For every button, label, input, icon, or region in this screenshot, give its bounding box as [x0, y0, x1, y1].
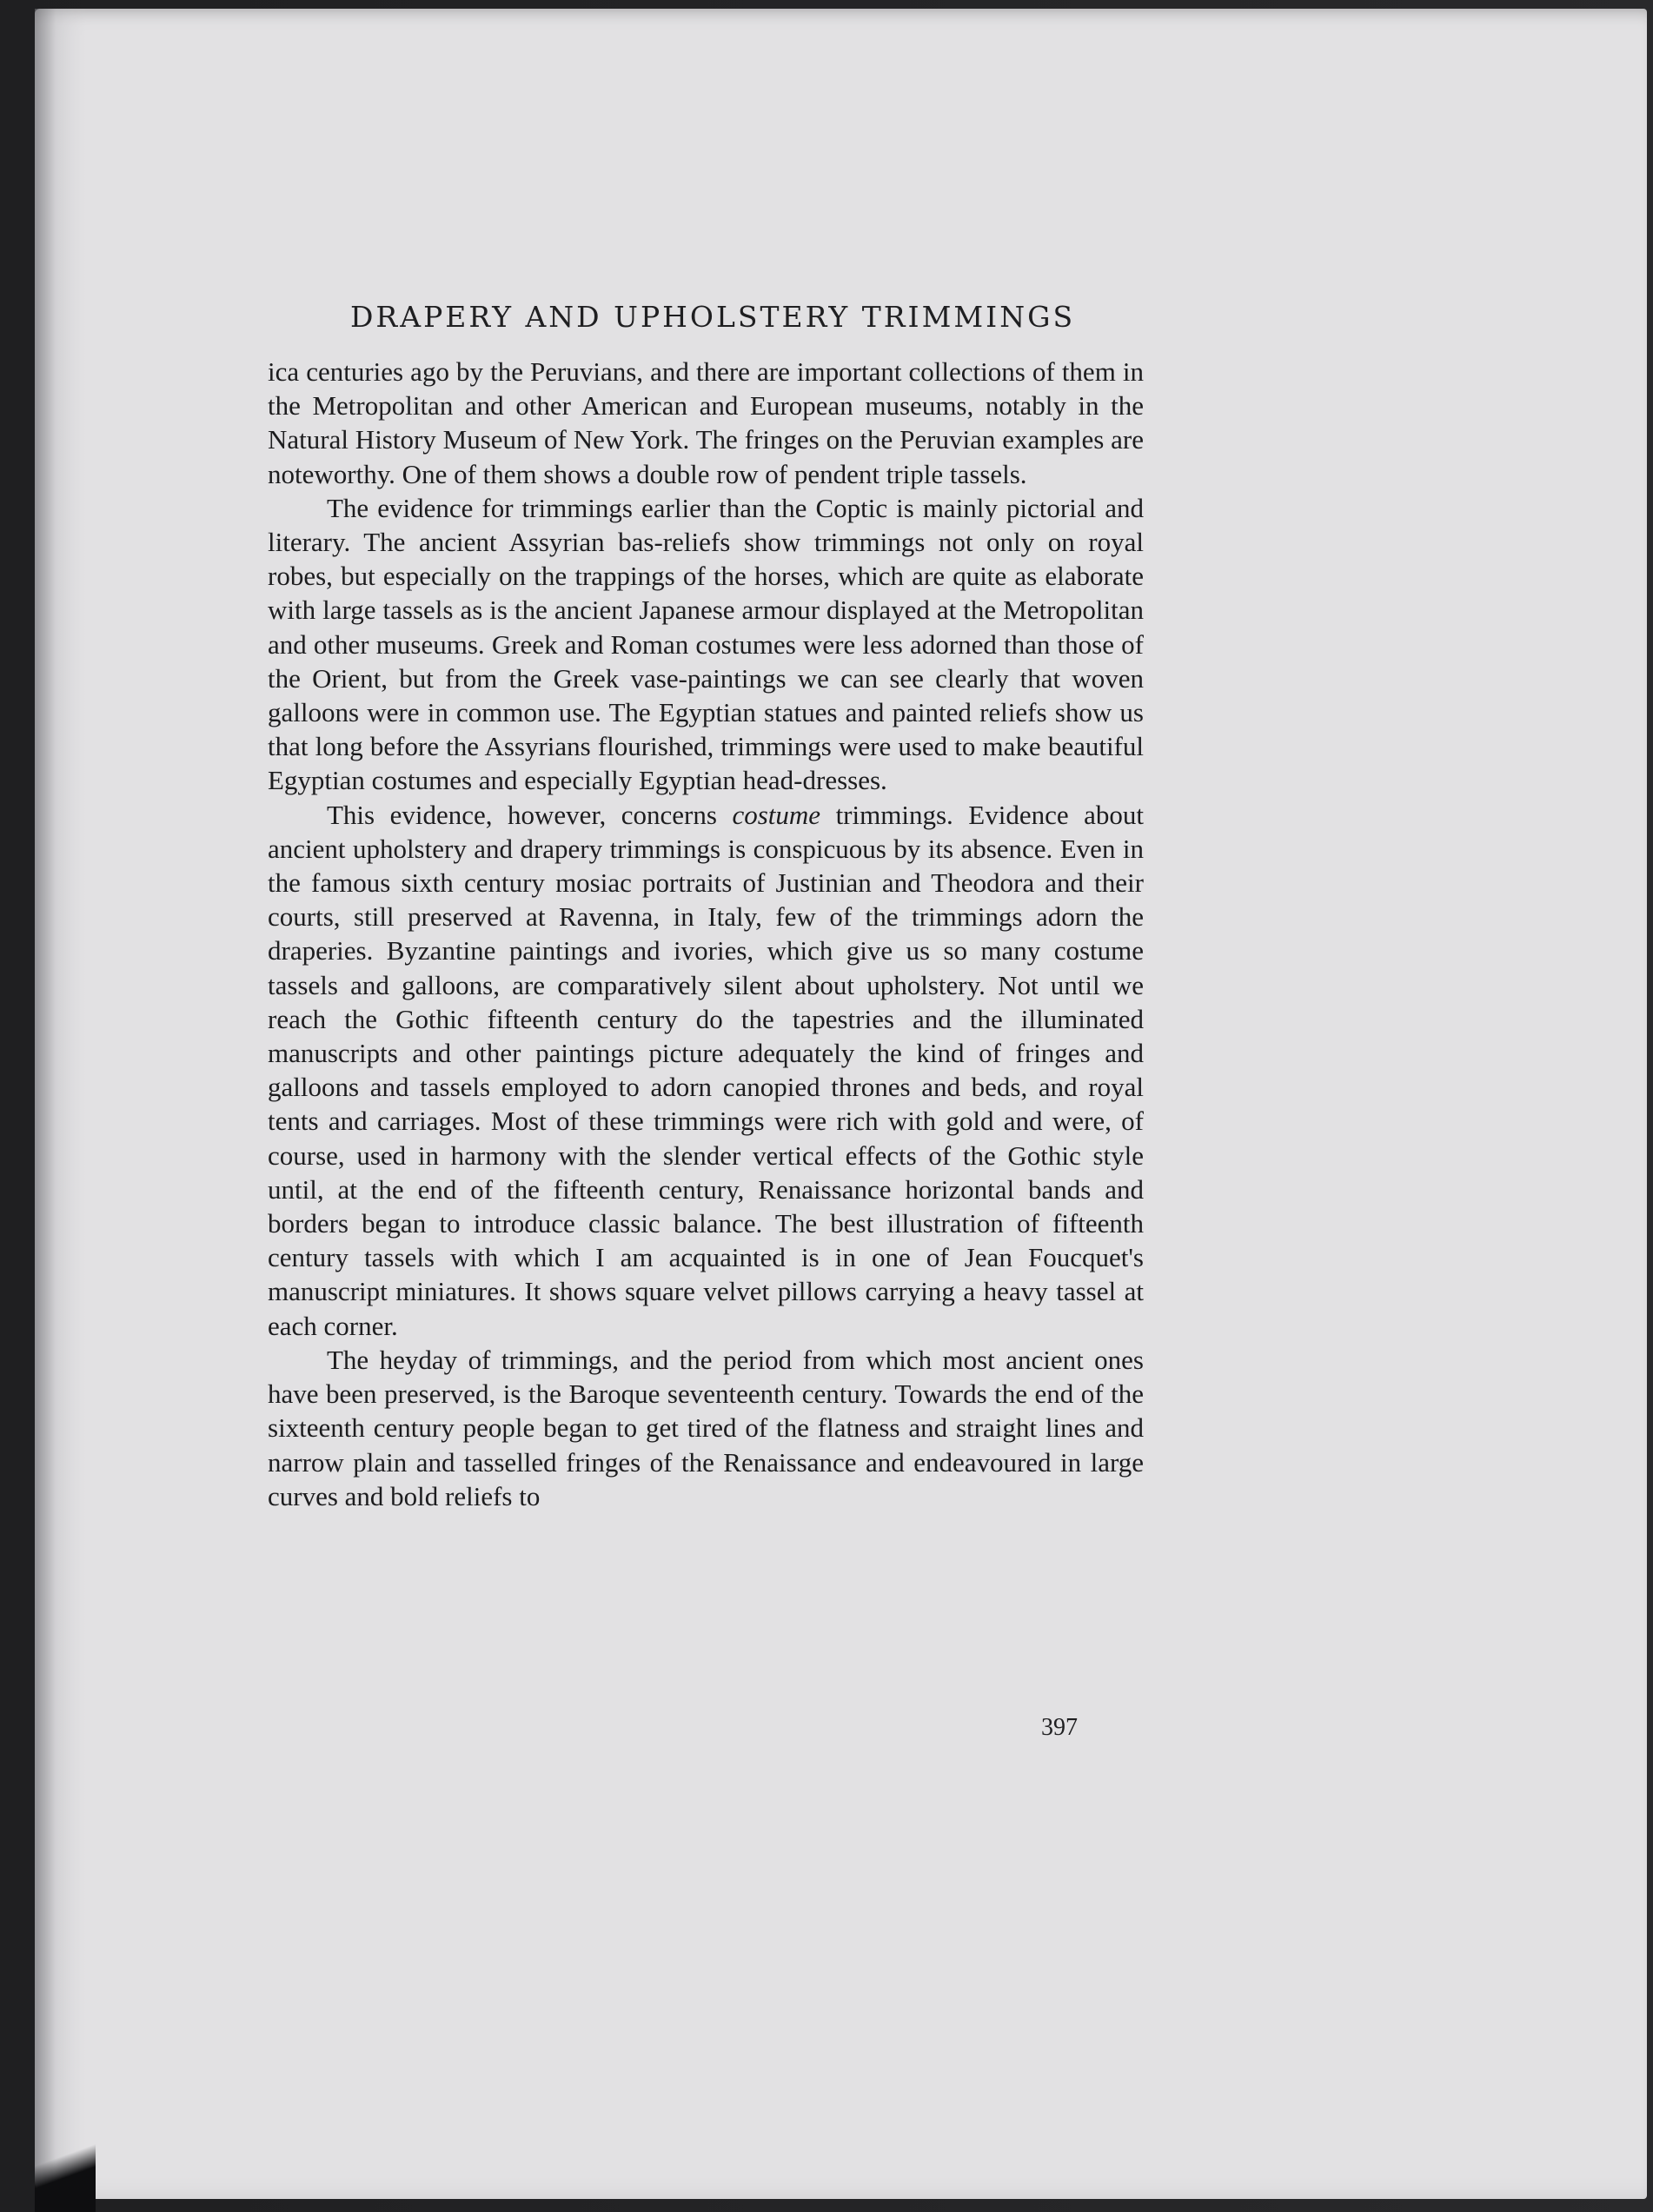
paragraph-4: The heyday of trimmings, and the period from which most ancient ones have been preserved, is the Baroque seventeenth century. Towards the end of the sixteenth century people began to get tired of the flatness and straight lines and narrow plain and tasselled fringes of the Renaissance and endeavoured in large curves and bold reliefs to [268, 1344, 1144, 1511]
page-number: 397 [1041, 1714, 1078, 1741]
paragraph-2: The evidence for trimmings earlier than the Coptic is mainly pictorial and literary. The ancient Assyrian bas-reliefs show trimmings not only on royal robes, but especially on the trappings of the horses, which are quite as elaborate with large tassels as is the ancient Japanese armour displayed at the Metropolitan and other museums. Greek and Roman costumes were less adorned than those of the Orient, but from the Greek vase-paintings we can see clearly that woven galloons were in common use. The Egyptian statues and painted reliefs show us that long before the Assyrians flourished, trimmings were used to make beautiful Egyptian costumes and especially Egyptian head-dresses. [268, 492, 1144, 796]
italic-term-costume: costume [732, 799, 821, 830]
body-text [268, 355, 1144, 1513]
paragraph-1: ica centuries ago by the Peruvians, and there are important collections of them in the Metropolitan and other American and European museums, notably in the Natural History Museum of New York. The fringes on the Peruvian examples are noteworthy. One of them shows a double row of pendent triple tassels. [268, 356, 1144, 489]
paragraph-3-rest: trimmings. Evidence about ancient upholstery and drapery trimmings is conspicuous by its absence. Even in the famous sixth century mosiac portraits of Justinian and Theodora and their courts, still preserved at Ravenna, in Italy, few of the trimmings adorn the draperies. Byzantine paintings and ivories, which give us so many costume tassels and galloons, are comparatively silent about upholstery. Not until we reach the Gothic fifteenth century do the tapestries and the illuminated manuscripts and other paintings picture adequately the kind of fringes and galloons and tassels employed to adorn canopied thrones and beds, and royal tents and carriages. Most of these trimmings were rich with gold and were, of course, used in harmony with the slender vertical effects of the Gothic style until, at the end of the fifteenth century, Renaissance horizontal bands and borders began to introduce classic balance. The best illustration of fifteenth century tassels with which I am acquainted is in one of Jean Foucquet's manuscript miniatures. It shows square velvet pillows carrying a heavy tassel at each corner. [268, 799, 1144, 1341]
running-head: DRAPERY AND UPHOLSTERY TRIMMINGS [349, 300, 1076, 334]
paragraph-3-start: This evidence, however, concerns [327, 799, 733, 830]
paragraph-3 [268, 798, 1144, 1343]
